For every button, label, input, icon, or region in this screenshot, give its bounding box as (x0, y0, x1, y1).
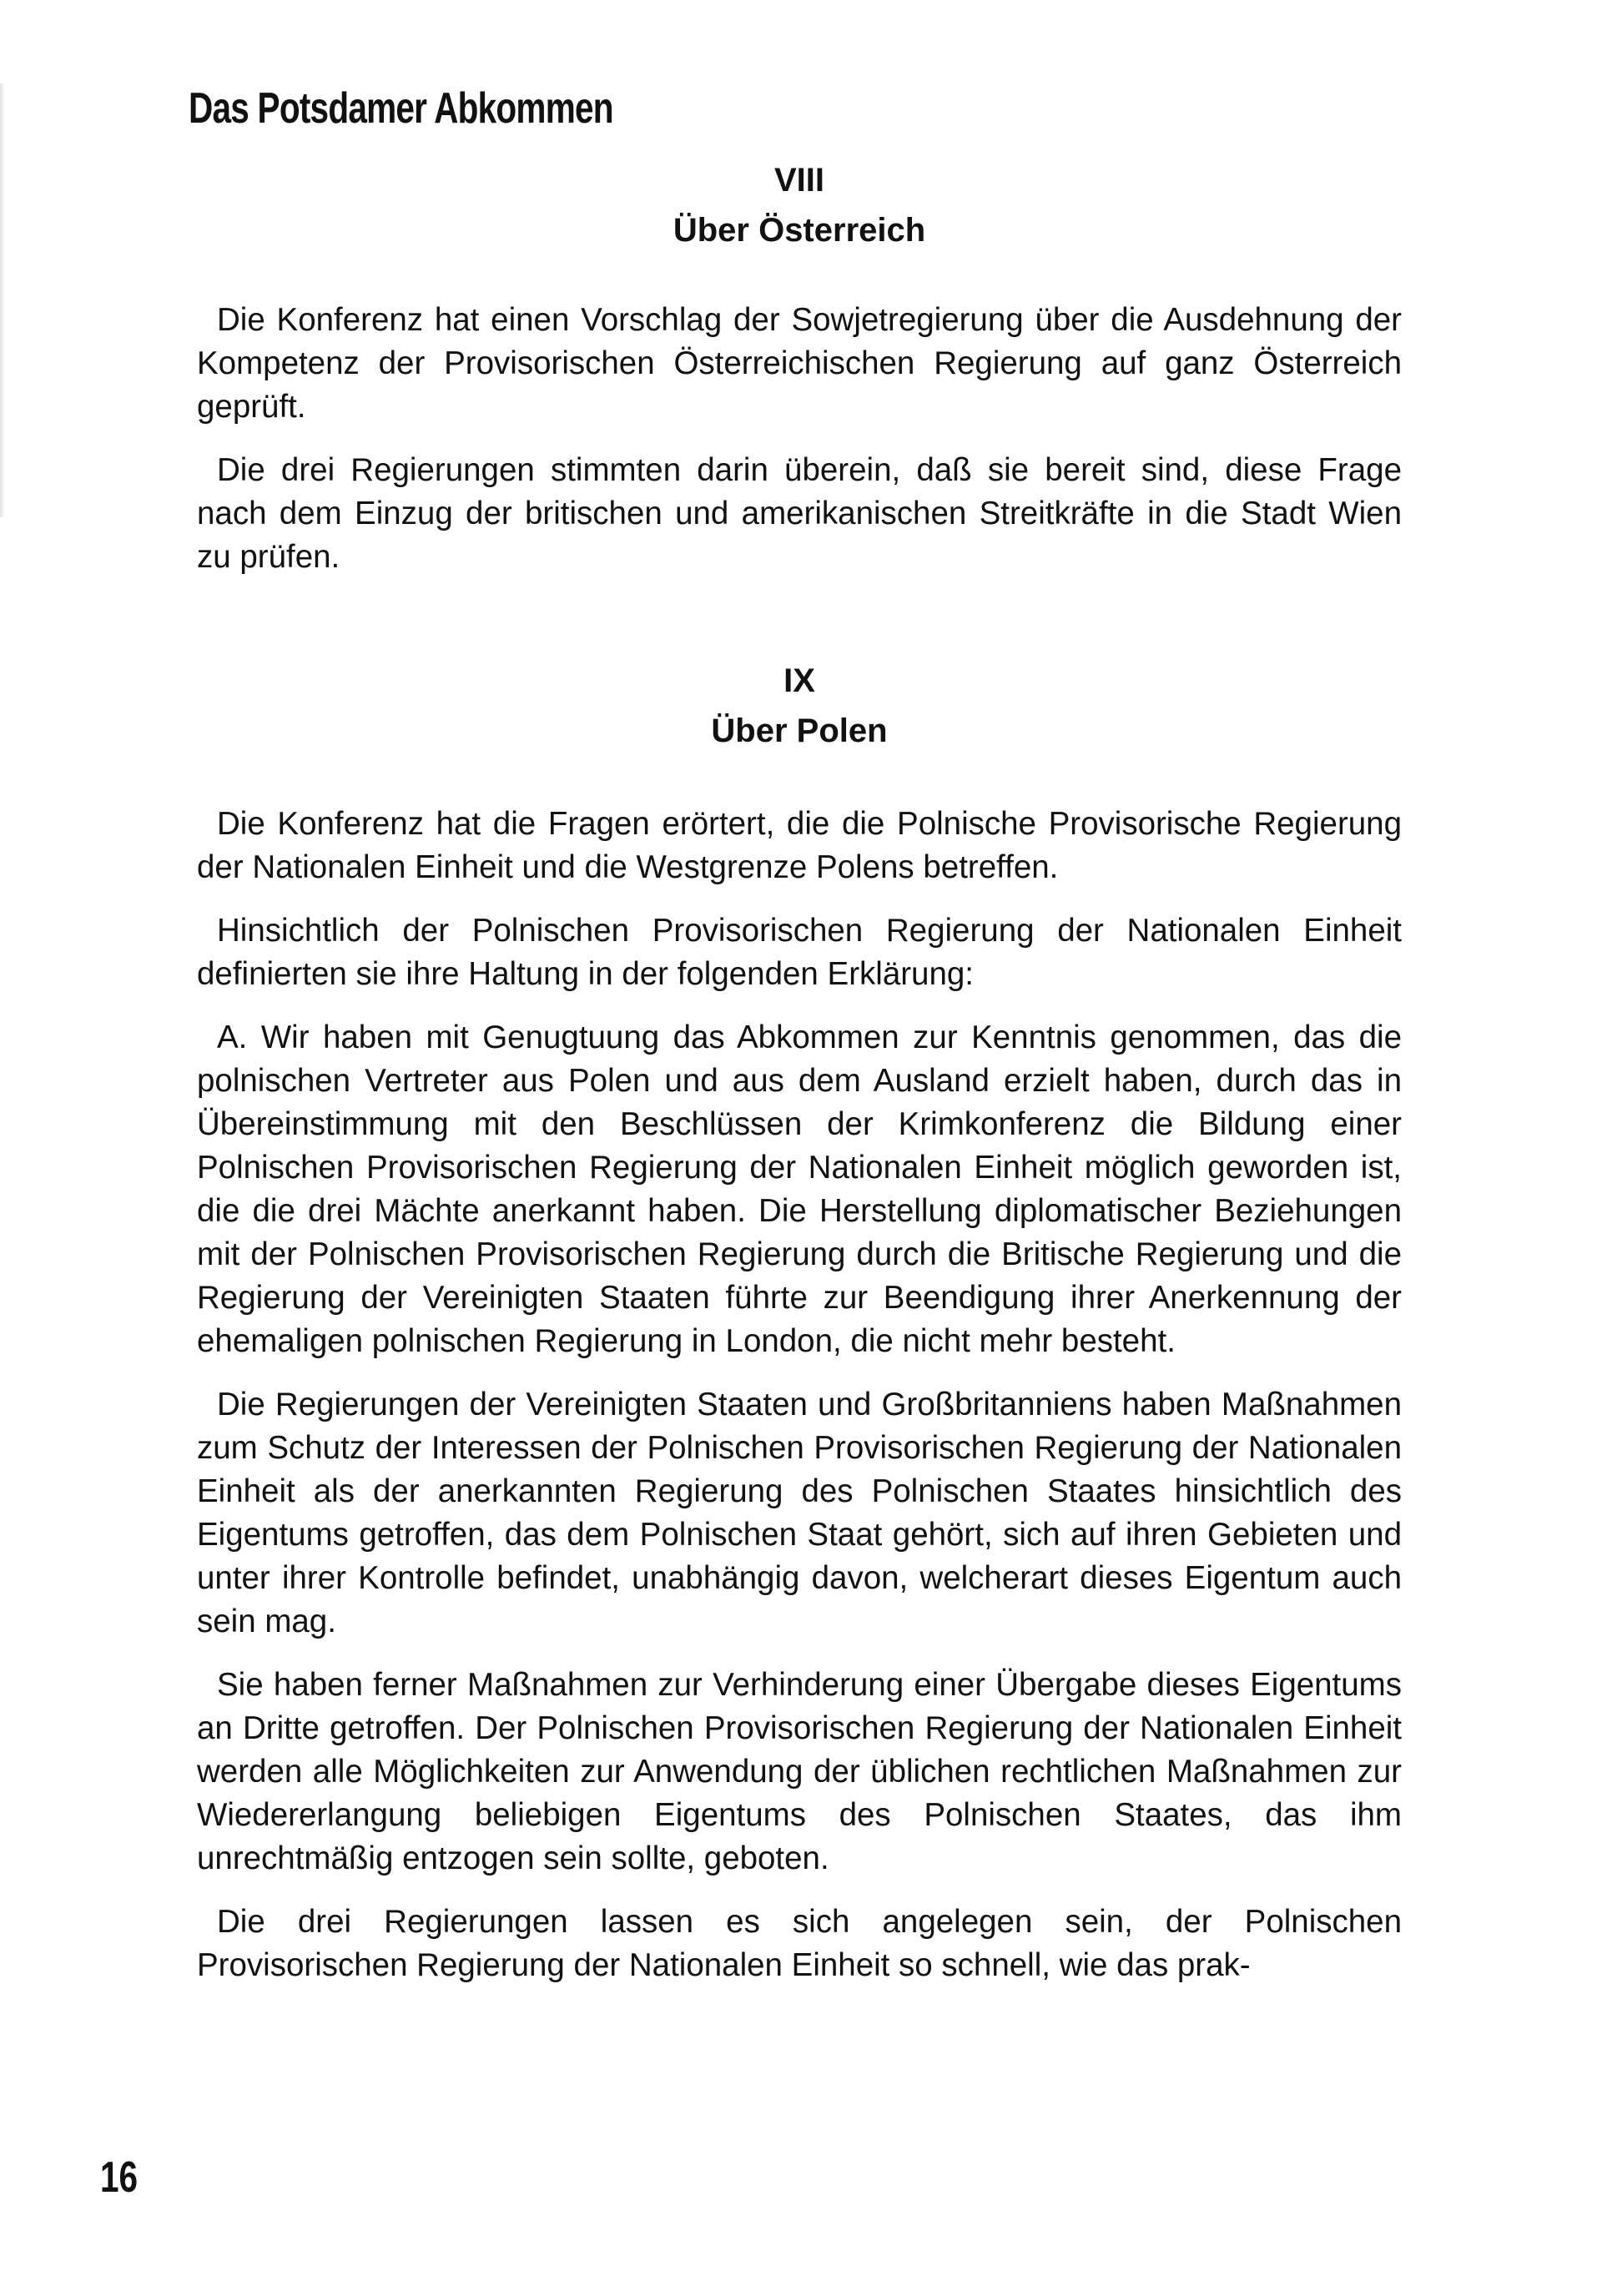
section-body-viii (197, 299, 1402, 599)
paragraph: Die Konferenz hat einen Vorschlag der Sowjetregierung über die Ausdehnung der Kompetenz der Provisorischen Österreichischen Regierung auf ganz Österreich geprüft. (197, 302, 1402, 425)
page-number: 16 (100, 2153, 139, 2202)
section-number: IX (783, 662, 815, 699)
paragraph: Hinsichtlich der Polnischen Provisorischen Regierung der Nationalen Einheit definierten sie ihre Haltung in der folgenden Erklärung: (197, 913, 1402, 992)
paragraph: Die drei Regierungen lassen es sich angelegen sein, der Polnischen Provisorischen Regierung der Nationalen Einheit so schnell, wie das prak- (197, 1904, 1402, 1983)
paragraph: Die drei Regierungen stimmten darin überein, daß sie bereit sind, diese Frage nach dem Einzug der britischen und amerikanischen Streitkräfte in die Stadt Wien zu prüfen. (197, 452, 1402, 575)
section-heading-ix (197, 656, 1402, 756)
paragraph: A. Wir haben mit Genugtuung das Abkommen zur Kenntnis genommen, das die polnischen Vertreter aus Polen und aus dem Ausland erzielt haben, durch das in Übereinstimmung mit den Beschlüssen der Krimkonferenz die Bildung einer Polnischen Provisorischen Regierung der Nationalen Einheit möglich geworden ist, die die drei Mächte anerkannt haben. Die Herstellung diplomatischer Beziehungen mit der Polnischen Provisorischen Regierung durch die Britische Regierung und die Regierung der Vereinigten Staaten führte zur Beendigung ihrer Anerkennung der ehemaligen polnischen Regierung in London, die nicht mehr besteht. (197, 1020, 1402, 1359)
section-body-ix (197, 803, 1402, 2007)
paragraph: Die Regierungen der Vereinigten Staaten und Großbritanniens haben Maßnahmen zum Schutz der Interessen der Polnischen Provisorischen Regierung der Nationalen Einheit als der anerkannten Regierung des Polnischen Staates hinsichtlich des Eigentums getroffen, das dem Polnischen Staat gehört, sich auf ihren Gebieten und unter ihrer Kontrolle befindet, unabhängig davon, welcherart dieses Eigentum auch sein mag. (197, 1387, 1402, 1639)
paragraph: Die Konferenz hat die Fragen erörtert, die die Polnische Provisorische Regierung der Nationalen Einheit und die Westgrenze Polens betreffen. (197, 806, 1402, 885)
section-number: VIII (773, 162, 825, 199)
running-title: Das Potsdamer Abkommen (189, 84, 613, 133)
paragraph: Sie haben ferner Maßnahmen zur Verhinderung einer Übergabe dieses Eigentums an Dritte getroffen. Der Polnischen Provisorischen Regierung der Nationalen Einheit werden alle Möglichkeiten zur Anwendung der üblichen rechtlichen Maßnahmen zur Wiedererlangung beliebigen Eigentums des Polnischen Staates, das ihm unrechtmäßig entzogen sein sollte, geboten. (197, 1667, 1402, 1876)
section-title: Über Polen (711, 712, 888, 749)
section-heading-viii (197, 155, 1402, 255)
section-title: Über Österreich (673, 212, 926, 249)
scan-shadow-edge (0, 83, 5, 517)
